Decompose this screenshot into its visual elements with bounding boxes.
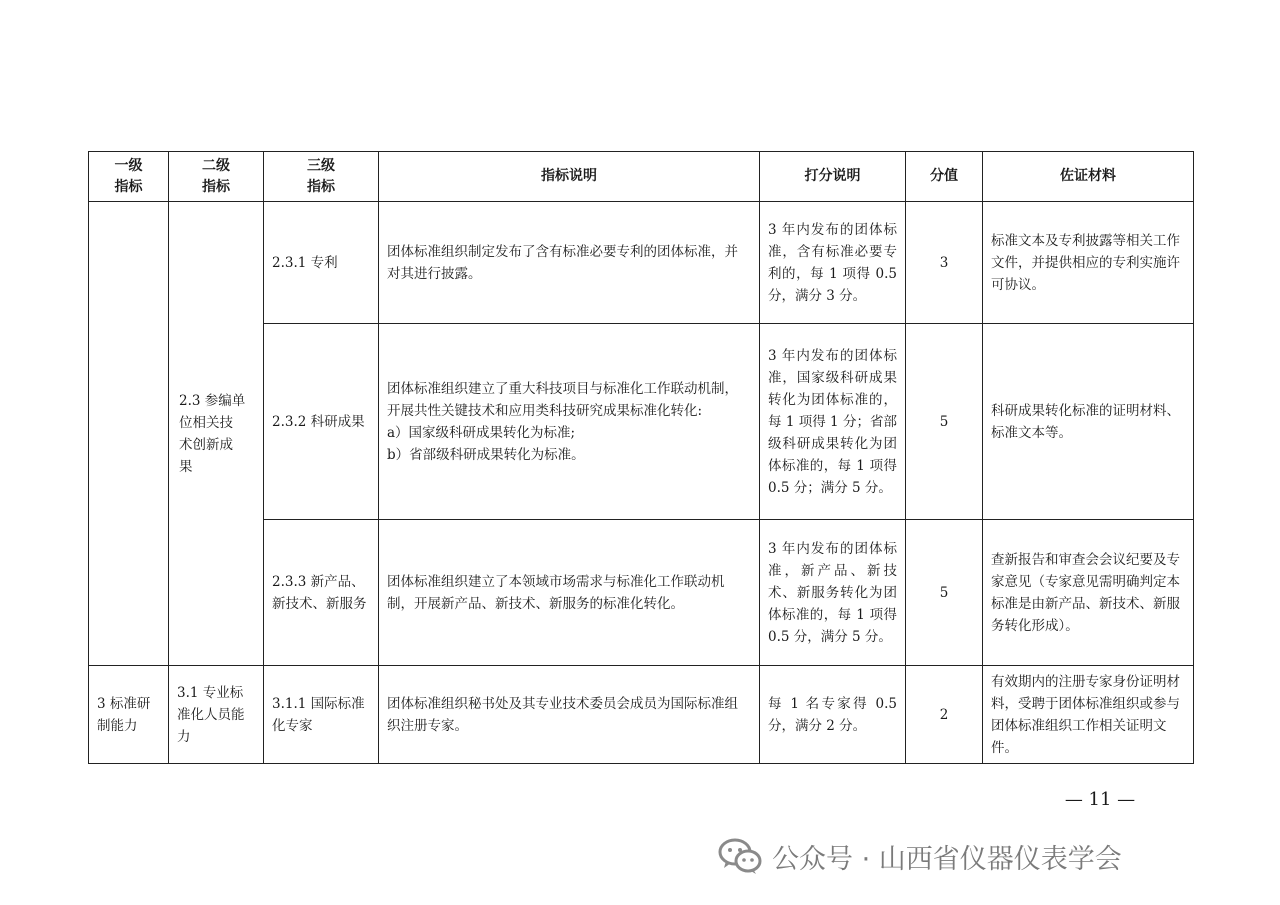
points-cell: 2 — [906, 666, 983, 764]
level3-cell: 3.1.1 国际标准化专家 — [264, 666, 379, 764]
level3-cell: 2.3.3 新产品、新技术、新服务 — [264, 520, 379, 666]
level1-cell: 3 标准研制能力 — [89, 666, 169, 764]
description-cell: 团体标准组织建立了本领域市场需求与标准化工作联动机制，开展新产品、新技术、新服务的标准化转化。 — [379, 520, 760, 666]
header-level2: 二级 指标 — [169, 152, 264, 202]
points-cell: 5 — [906, 324, 983, 520]
header-level3: 三级 指标 — [264, 152, 379, 202]
header-scoring: 打分说明 — [760, 152, 906, 202]
scoring-cell: 每 1 名专家得 0.5 分，满分 2 分。 — [760, 666, 906, 764]
description-cell: 团体标准组织秘书处及其专业技术委员会成员为国际标准组织注册专家。 — [379, 666, 760, 764]
header-description: 指标说明 — [379, 152, 760, 202]
points-cell: 3 — [906, 202, 983, 324]
scoring-cell: 3 年内发布的团体标准，新产品、新技术、新服务转化为团体标准的，每 1 项得 0.5 分，满分 5 分。 — [760, 520, 906, 666]
level2-cell: 2.3 参编单 位相关技 术创新成 果 — [169, 202, 264, 666]
evidence-cell: 有效期内的注册专家身份证明材料，受聘于团体标准组织或参与团体标准组织工作相关证明文件。 — [983, 666, 1194, 764]
evidence-cell: 查新报告和审查会会议纪要及专家意见（专家意见需明确判定本标准是由新产品、新技术、新服务转化形成）。 — [983, 520, 1194, 666]
wechat-icon — [718, 837, 762, 875]
scoring-cell: 3 年内发布的团体标准，含有标准必要专利的，每 1 项得 0.5 分，满分 3 分。 — [760, 202, 906, 324]
evidence-cell: 标准文本及专利披露等相关工作文件，并提供相应的专利实施许可协议。 — [983, 202, 1194, 324]
header-level1: 一级 指标 — [89, 152, 169, 202]
points-cell: 5 — [906, 520, 983, 666]
level3-cell: 2.3.1 专利 — [264, 202, 379, 324]
header-points: 分值 — [906, 152, 983, 202]
description-cell: 团体标准组织制定发布了含有标准必要专利的团体标准，并对其进行披露。 — [379, 202, 760, 324]
watermark-text: 公众号 · 山西省仪器仪表学会 — [772, 843, 1122, 875]
description-cell: 团体标准组织建立了重大科技项目与标准化工作联动机制，开展共性关键技术和应用类科技研究成果标准化转化: a）国家级科研成果转化为标准; b）省部级科研成果转化为标准。 — [379, 324, 760, 520]
table-row — [89, 666, 1194, 764]
scoring-cell: 3 年内发布的团体标准，国家级科研成果转化为团体标准的，每 1 项得 1 分；省部级科研成果转化为团体标准的，每 1 项得 0.5 分；满分 5 分。 — [760, 324, 906, 520]
level1-cell — [89, 202, 169, 666]
watermark — [718, 834, 1122, 878]
table-row — [89, 202, 1194, 324]
header-evidence: 佐证材料 — [983, 152, 1194, 202]
evidence-cell: 科研成果转化标准的证明材料、标准文本等。 — [983, 324, 1194, 520]
scoring-table — [88, 151, 1194, 764]
page-number: — 11 — — [1064, 789, 1136, 810]
level3-cell: 2.3.2 科研成果 — [264, 324, 379, 520]
level2-cell: 3.1 专业标准化人员能力 — [169, 666, 264, 764]
table-header-row — [89, 152, 1194, 202]
